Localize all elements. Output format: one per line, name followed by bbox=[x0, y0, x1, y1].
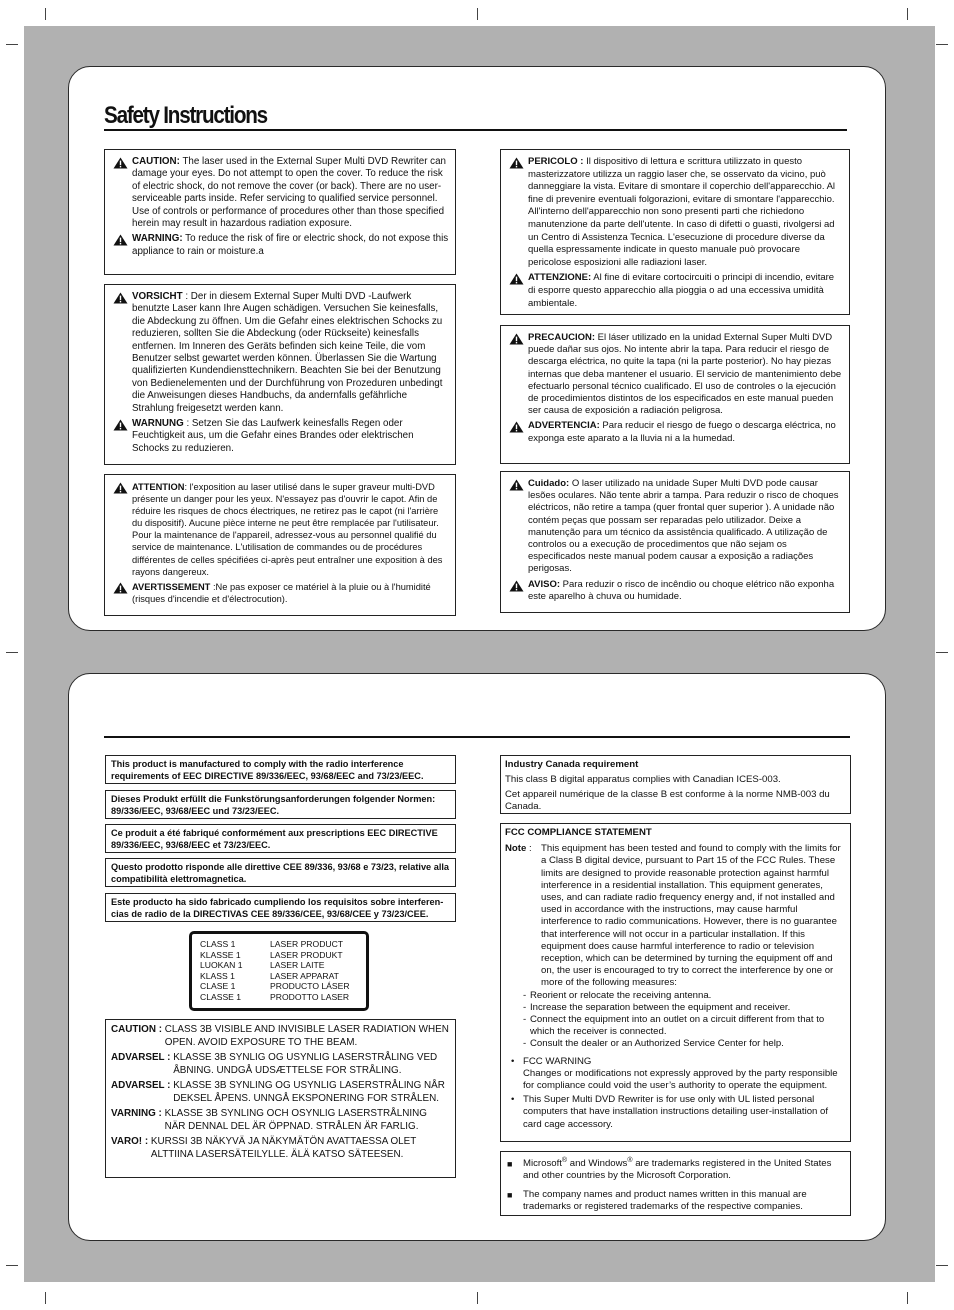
warning-triangle-icon bbox=[509, 479, 524, 491]
safety-box-french bbox=[104, 474, 456, 616]
caution-text: El láser utilizado en la unidad External Super Multi DVD puede dañar sus ojos. No intente abrir la tapa. Para reducir el riesgo de descarga eléctrica, no quite la tapa (ni la parte posterior). No hay piezas internas que deba mantener el usuario. El servicio de mantenimiento debe efectuarlo personal técnico cualificado. El uso de controles o la ejecución de procedimientos distintos de los especificados en este manual pueden ser causa de exposición a radiación peligrosa. bbox=[528, 332, 842, 417]
directive-box-german: Dieses Produkt erfüllt die Funkstörungsanforderungen folgender Normen: 89/336/EEC, 93/68/EEC und 73/23/EEC. bbox=[105, 790, 456, 819]
warning-triangle-icon bbox=[113, 157, 128, 169]
fcc-heading: FCC COMPLIANCE STATEMENT bbox=[505, 827, 652, 838]
industry-canada-french: Cet appareil numérique de la classe B est conforme à la norme NMB-003 du Canada. bbox=[505, 789, 830, 812]
laser-label-row: CAUTION : CLASS 3B VISIBLE AND INVISIBLE LASER RADIATION WHEN OPEN. AVOID EXPOSURE TO THE BEAM. bbox=[111, 1024, 449, 1048]
warning-text: Para reducir el riesgo de fuego o descarga eléctrica, no exponga este aparato a la lluvia ni a la humedad. bbox=[528, 420, 836, 444]
warning-triangle-icon bbox=[509, 421, 524, 433]
directive-box-french: Ce produit a été fabriqué conformément aux prescriptions EEC DIRECTIVE 89/336/EEC, 93/68/EEC et 73/23/EEC. bbox=[105, 824, 456, 853]
warning-label: WARNING: bbox=[132, 233, 183, 245]
safety-box-portuguese bbox=[500, 471, 850, 613]
fcc-note-text: This equipment has been tested and found to comply with the limits for a Class B digital device, pursuant to Part 15 of the FCC Rules. These limits are designed to provide reasonable protection against harmful interference in a residential installation. This equipment generates, uses, and can radiate radio frequency energy and, if not installed and used in accordance with the instructions, may cause harmful interference to radio communications. However, there is no guarantee that interference will not occur in a particular installation. If this equipment does cause harmful interference to radio or television reception, which can be determined by turning the equipment off and on, the user is encouraged to try to correct the interference by one or more of the following measures: bbox=[541, 843, 841, 989]
fcc-compliance-box: FCC COMPLIANCE STATEMENT Note : This equipment has been tested and found to comply with the limits for a Class B digital device, pursuant to Part 15 of the FCC Rules. These limits are designed to provide reasonable protection against harmful interference in a residential installation. This equipment generates, uses, and can radiate radio frequency energy and, if not installed and used in accordance with the instructions, may cause harmful interference to radio communications. However, there is no guarantee that interference will not occur in a particular installation. If this equipment does cause harmful interference to radio or television reception, which can be determined by turning the equipment off and on, the user is encouraged to try to correct the interference by one or more of the following measures: - Reorient or relocate the receiving antenna. - Increase the separation between the equipment and receiver. - Connect the equipment into an outlet on a circuit different from that to which the receiver is connected. - Consult the dealer or an Authorized Service Center for help. • FCC WARNING Changes or modifications not expressly approved by the party responsible for compliance could void the user’s authority to operate the equipment. • This Super Multi DVD Rewriter is for use only with UL listed personal computers that have installation instructions detailing user-installation of card cage accessory. bbox=[500, 823, 851, 1142]
industry-canada-english: This class B digital apparatus complies with Canadian ICES-003. bbox=[505, 774, 781, 785]
fcc-warning-item: • FCC WARNING Changes or modifications not expressly approved by the party responsible for compliance could void the user’s authority to operate the equipment. bbox=[511, 1055, 838, 1092]
warning-text: :Ne pas exposer ce matériel à la pluie ou à l'humidité (risques d'incendie et d'électrocution). bbox=[132, 581, 431, 604]
warning-triangle-icon bbox=[113, 482, 128, 494]
directive-box-italian: Questo prodotto risponde alle direttive CEE 89/336, 93/68 e 73/23, relative alla compatibilità elettromagnetica. bbox=[105, 858, 456, 887]
directive-box-spanish: Este producto ha sido fabricado cumpliendo los requisitos sobre interferen- cias de radio de la DIRECTIVAS CEE 89/336/CEE, 93/68/CEE y 73/23/CEE. bbox=[105, 893, 456, 922]
warning-triangle-icon bbox=[509, 580, 524, 592]
trademarks-box bbox=[500, 1151, 851, 1216]
fcc-measures-list bbox=[523, 990, 846, 1051]
safety-box-german bbox=[104, 284, 456, 465]
section-divider bbox=[104, 736, 850, 738]
warning-label: ADVERTENCIA: bbox=[528, 420, 600, 432]
warning-label: AVISO: bbox=[528, 578, 561, 590]
caution-text: Il dispositivo di lettura e scrittura utilizzato in questo masterizzatore utilizza un raggio laser che, se osservato da vicino, può danneggiare la vista. Evitare di smontare il coperchio dell'apparecchio. Al fine di prevenire eventuali folgorazioni, evitare di smontare l'apparecchio. All'interno dell'apparecchio non sono presenti parti che richiedono manutenzione da parte dell'utente. In caso di difetti o guasti, rivolgersi ad un Centro di Assistenza Tecnica. L'esecuzione di procedure diverse da quella espressamente indicate in questo manuale può provocare pericolose esposizioni alle radiazioni laser. bbox=[528, 156, 836, 268]
caution-text: O laser utilizado na unidade Super Multi DVD pode causar lesões oculares. Não tente abrir a tampa. Para reduzir o risco de choques eléctricos, não retire a tampa (quer frontal quer superior ). A unidade não contém peças que possam ser reparadas pelo utilizador. Deixe a manutenção para um técnico da assistência qualificado. A utilização de controlos ou a execução de procedimentos que não sejam os especificados neste manual podem causar a exposição a radiações perigosas. bbox=[528, 478, 839, 575]
warning-triangle-icon bbox=[113, 582, 128, 594]
caution-label: ATTENTION bbox=[132, 482, 185, 492]
fcc-note-label: Note bbox=[505, 843, 527, 855]
caution-label: PERICOLO : bbox=[528, 156, 584, 167]
class-row: CLASS 1 LASER PRODUCT bbox=[200, 939, 344, 949]
laser-label-row: VARO! : KURSSI 3B NÄKYVÄ JA NÄKYMÄTÖN AVATTAESSA OLET ALTTIINA LASERSÄTEILYLLE. ÄLÄ KATSO SÄTEESEN. bbox=[111, 1136, 417, 1160]
list-item: - Increase the separation between the equipment and receiver. bbox=[523, 1001, 791, 1013]
warning-text: Para reduzir o risco de incêndio ou choque elétrico não exponha este aparelho à chuva ou humidade. bbox=[528, 578, 835, 602]
industry-canada-box bbox=[500, 755, 851, 814]
caution-label: Cuidado: bbox=[528, 478, 570, 489]
caution-text: : Der in diesem External Super Multi DVD -Laufwerk benutzte Laser kann Ihre Augen schädigen. Versuchen Sie keinesfalls, die Abdeckung zu öffnen. Um die Gefahr eines elektrischen Schocks zu reduzieren, sollten Sie die Abdeckung (oder Rückseite) keinesfalls entfernen. Im Inneren des Geräts befinden sich keine Teile, die vom Benutzer selbst gewartet werden können. Überlassen Sie die Wartung qualifizierten Kundendiensttechnikern. Beachten Sie bei der Benutzung von Bedienelementen und der Durchführung von Prozeduren unbedingt die Anweisungen dieses Handbuchs, da andernfalls gefährliche Strahlung freigesetzt werden kann. bbox=[132, 291, 443, 414]
class-row: CLASE 1 PRODUCTO LÁSER bbox=[200, 981, 350, 992]
list-item: - Reorient or relocate the receiving antenna. bbox=[523, 989, 712, 1001]
directive-box-english: This product is manufactured to comply with the radio interference requirements of EEC DIRECTIVE 89/336/EEC, 93/68/EEC and 73/23/EEC. bbox=[105, 755, 456, 784]
warning-triangle-icon bbox=[113, 234, 128, 246]
laser-label-row: ADVARSEL : KLASSE 3B SYNLIG OG USYNLIG LASERSTRÅLING VED ÅBNING. UNDGÅ UDSÆTTELSE FOR STRÅLING. bbox=[111, 1052, 438, 1076]
warning-text: : Setzen Sie das Laufwerk keinesfalls Regen oder Feuchtigkeit aus, um die Gefahr eines Brandes oder elektrischen Schocks zu reduzieren. bbox=[132, 418, 414, 454]
list-item: - Connect the equipment into an outlet on a circuit different from that to which the receiver is connected. bbox=[523, 1014, 825, 1038]
warning-triangle-icon bbox=[509, 157, 524, 169]
fcc-warning-title: FCC WARNING bbox=[523, 1055, 592, 1067]
caution-text: : l'exposition au laser utilisé dans le super graveur multi-DVD présente un danger pour les yeux. N'essayez pas d'ouvrir le capot. Afin de réduire les risques de chocs électriques, ne retirez pas le capot (ni l'arrière du dispositif). Aucune pièce interne ne peut être remplacée par l'utilisateur. Pour la maintenance de l'appareil, adressez-vous au personnel qualifié du service de maintenance. L'utilisation de commandes ou de procédures différentes de celles spécifiées ci-après peut entraîner une exposition à des rayons dangereux. bbox=[132, 482, 443, 577]
bullet-square-icon: ■ bbox=[507, 1189, 513, 1200]
warning-triangle-icon bbox=[509, 273, 524, 285]
laser-label-row: ADVARSEL : KLASSE 3B SYNLING OG USYNLIG LASERSTRÅLING NÅR DEKSEL ÅPENS. UNNGÅ EKSPONERING FOR STRÅLEN. bbox=[111, 1080, 445, 1104]
class-row: KLASS 1 LASER APPARAT bbox=[200, 970, 339, 981]
ul-listing-text: This Super Multi DVD Rewriter is for use only with UL listed personal computers that have installation instructions detailing user-installation of card cage accessory. bbox=[523, 1094, 829, 1130]
safety-box-italian bbox=[500, 149, 850, 315]
class-row: LUOKAN 1 LASER LAITE bbox=[200, 960, 325, 971]
trademark-item: ■ The company names and product names written in this manual are trademarks or registered trademarks of the respective companies. bbox=[507, 1188, 807, 1212]
warning-triangle-icon bbox=[113, 292, 128, 304]
warning-triangle-icon bbox=[113, 419, 128, 431]
laser-label-row: VARNING : KLASSE 3B SYNLING OCH OSYNLIG LASERSTRÅLNING NÄR DENNAL DEL ÄR ÖPPNAD. STRÅLEN ÄR FARLIG. bbox=[111, 1108, 427, 1132]
safety-box-spanish bbox=[500, 325, 850, 464]
caution-label: VORSICHT bbox=[132, 291, 183, 302]
warning-text: To reduce the risk of fire or electric shock, do not expose this appliance to rain or moisture.a bbox=[132, 233, 449, 257]
warning-label: ATTENZIONE: bbox=[528, 272, 592, 284]
class-row: KLASSE 1 LASER PRODUKT bbox=[200, 949, 343, 960]
title-divider bbox=[104, 129, 847, 131]
warning-label: WARNUNG bbox=[132, 418, 184, 430]
industry-canada-heading: Industry Canada requirement bbox=[505, 759, 639, 770]
warning-text: Al fine di evitare cortocircuiti o principi di incendio, evitare di esporre questo apparecchio alla pioggia o ad una eccessiva umidità ambientale. bbox=[528, 272, 835, 309]
list-item: - Consult the dealer or an Authorized Service Center for help. bbox=[523, 1038, 784, 1050]
warning-label: AVERTISSEMENT bbox=[132, 581, 211, 592]
laser-class-label bbox=[189, 931, 369, 1011]
ul-listing-item: • This Super Multi DVD Rewriter is for use only with UL listed personal computers that have installation instructions detailing user-installation of card cage accessory. bbox=[511, 1094, 846, 1131]
class-row: CLASSE 1 PRODOTTO LASER bbox=[200, 991, 350, 1002]
page-title: Safety Instructions bbox=[104, 102, 267, 129]
bullet-square-icon: ■ bbox=[507, 1159, 513, 1169]
safety-box-english bbox=[104, 149, 456, 275]
laser-radiation-box bbox=[105, 1019, 456, 1178]
warning-triangle-icon bbox=[509, 333, 524, 345]
caution-text: The laser used in the External Super Multi DVD Rewriter can damage your eyes. Do not attempt to open the cover. To reduce the risk of electric shock, do not remove the cover (or back). There are no user-serviceable parts inside. Refer servicing to qualified service personnel. Use of controls or performance of procedures other than those specified herein may result in hazardous radiation exposure. bbox=[132, 156, 446, 230]
fcc-warning-text: Changes or modifications not expressly approved by the party responsible for compliance could void the user’s authority to operate the equipment. bbox=[523, 1067, 838, 1092]
caution-label: CAUTION: bbox=[132, 156, 180, 167]
caution-label: PRECAUCION: bbox=[528, 332, 596, 343]
trademark-item: ■ Microsoft® and Windows® are trademarks registered in the United States and other countries by the Microsoft Corporation. bbox=[507, 1156, 832, 1182]
